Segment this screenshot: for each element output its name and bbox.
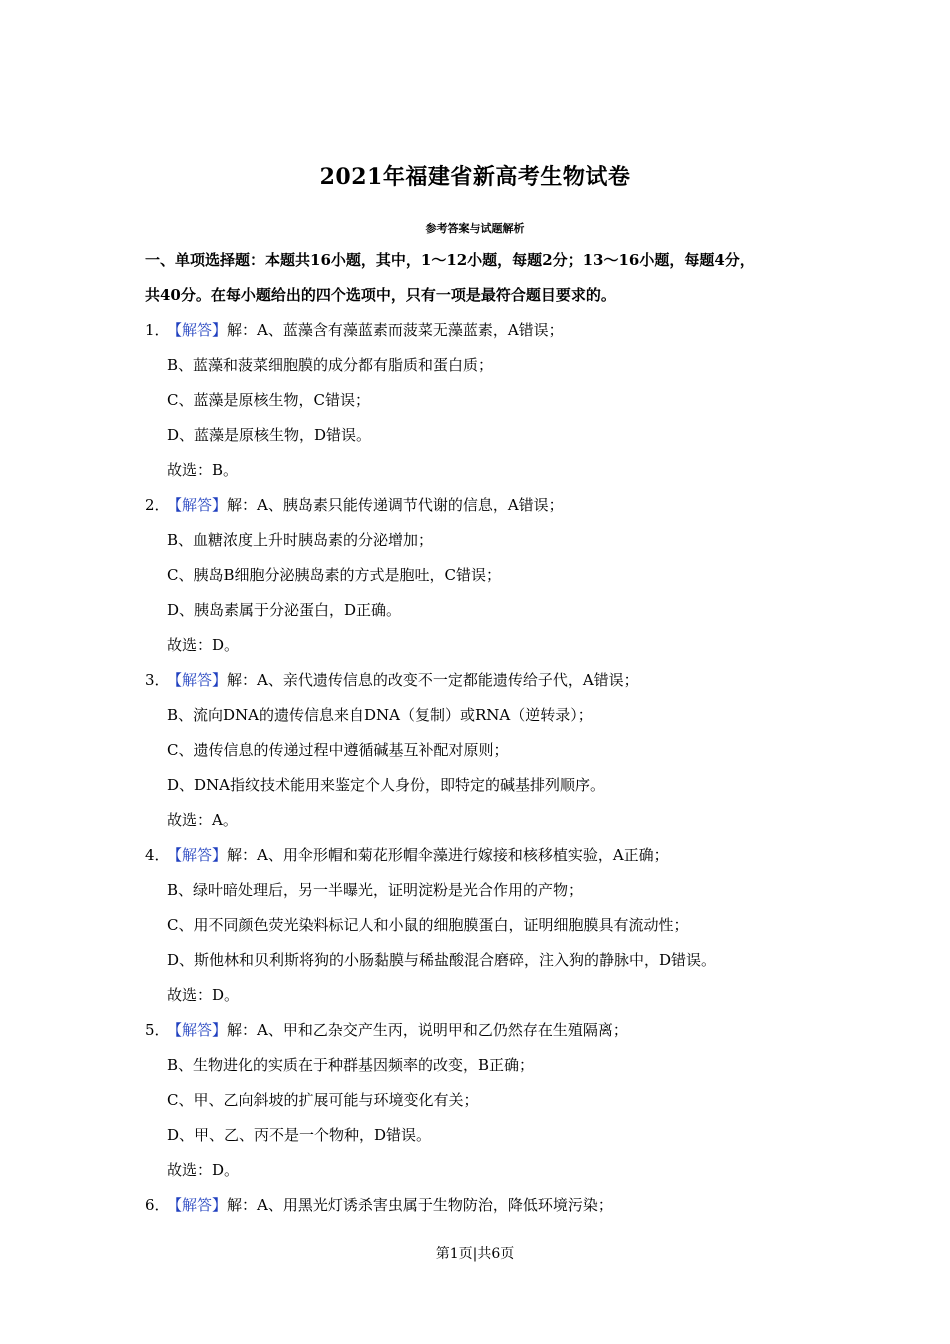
- answer-tag: 【解答】: [167, 1196, 228, 1214]
- answer-choice: 故选：A。: [167, 811, 238, 829]
- answer-text: 解：A、用黑光灯诱杀害虫属于生物防治，降低环境污染；: [227, 1196, 613, 1214]
- question-first-line: [145, 1013, 825, 1048]
- question-first-line: [145, 838, 825, 873]
- answer-line: B、血糖浓度上升时胰岛素的分泌增加；: [167, 531, 434, 549]
- page-footer: 第1页|共6页: [435, 1246, 515, 1262]
- answer-choice: 故选：D。: [167, 636, 240, 654]
- question-4: [145, 838, 825, 1013]
- answer-tag: 【解答】: [167, 321, 228, 339]
- page-subtitle: 参考答案与试题解析: [425, 222, 525, 235]
- question-3: [145, 663, 825, 838]
- answer-tag: 【解答】: [167, 496, 228, 514]
- question-number: 2．: [145, 496, 170, 514]
- answer-line: B、流向DNA的遗传信息来自DNA（复制）或RNA（逆转录）；: [167, 706, 593, 724]
- answer-text: 解：A、胰岛素只能传递调节代谢的信息，A错误；: [227, 496, 564, 514]
- answer-line: D、DNA指纹技术能用来鉴定个人身份，即特定的碱基排列顺序。: [167, 776, 606, 794]
- answer-text: 解：A、蓝藻含有藻蓝素而菠菜无藻蓝素，A错误；: [227, 321, 564, 339]
- answer-text: 解：A、甲和乙杂交产生丙，说明甲和乙仍然存在生殖隔离；: [227, 1021, 628, 1039]
- question-first-line: [145, 1188, 825, 1223]
- answer-line: D、蓝藻是原核生物，D错误。: [167, 426, 372, 444]
- answer-line: C、胰岛B细胞分泌胰岛素的方式是胞吐，C错误；: [167, 566, 501, 584]
- answer-line: D、斯他林和贝利斯将狗的小肠黏膜与稀盐酸混合磨碎，注入狗的静脉中，D错误。: [167, 951, 717, 969]
- answer-tag: 【解答】: [167, 1021, 228, 1039]
- question-first-line: [145, 663, 825, 698]
- question-6: [145, 1188, 825, 1223]
- answer-line: B、生物进化的实质在于种群基因频率的改变，B正确；: [167, 1056, 535, 1074]
- question-number: 6．: [145, 1196, 170, 1214]
- question-number: 4．: [145, 846, 170, 864]
- question-2: [145, 488, 825, 663]
- question-number: 1．: [145, 321, 170, 339]
- question-number: 5．: [145, 1021, 170, 1039]
- question-1: [145, 313, 825, 488]
- answer-tag: 【解答】: [167, 846, 228, 864]
- answer-line: C、蓝藻是原核生物，C错误；: [167, 391, 370, 409]
- section-heading-line-2: 共40分。在每小题给出的四个选项中，只有一项是最符合题目要求的。: [145, 286, 616, 304]
- answer-line: C、用不同颜色荧光染料标记人和小鼠的细胞膜蛋白，证明细胞膜具有流动性；: [167, 916, 689, 934]
- answer-tag: 【解答】: [167, 671, 228, 689]
- answer-choice: 故选：D。: [167, 1161, 240, 1179]
- answer-line: B、蓝藻和菠菜细胞膜的成分都有脂质和蛋白质；: [167, 356, 494, 374]
- question-5: [145, 1013, 825, 1188]
- answer-text: 解：A、亲代遗传信息的改变不一定都能遗传给子代，A错误；: [227, 671, 639, 689]
- answer-line: C、甲、乙向斜坡的扩展可能与环境变化有关；: [167, 1091, 479, 1109]
- section-heading-line-1: 一、单项选择题：本题共16小题，其中，1～12小题，每题2分；13～16小题，每题4分，: [145, 251, 755, 269]
- answer-line: D、甲、乙、丙不是一个物种，D错误。: [167, 1126, 432, 1144]
- answer-choice: 故选：D。: [167, 986, 240, 1004]
- answer-line: D、胰岛素属于分泌蛋白，D正确。: [167, 601, 402, 619]
- answer-line: B、绿叶暗处理后，另一半曝光，证明淀粉是光合作用的产物；: [167, 881, 584, 899]
- answer-line: C、遗传信息的传递过程中遵循碱基互补配对原则；: [167, 741, 509, 759]
- answer-list: [145, 313, 825, 1223]
- answer-text: 解：A、用伞形帽和菊花形帽伞藻进行嫁接和核移植实验，A正确；: [227, 846, 669, 864]
- question-number: 3．: [145, 671, 170, 689]
- question-first-line: [145, 488, 825, 523]
- answer-choice: 故选：B。: [167, 461, 239, 479]
- page-title: 2021年福建省新高考生物试卷: [319, 164, 631, 190]
- question-first-line: [145, 313, 825, 348]
